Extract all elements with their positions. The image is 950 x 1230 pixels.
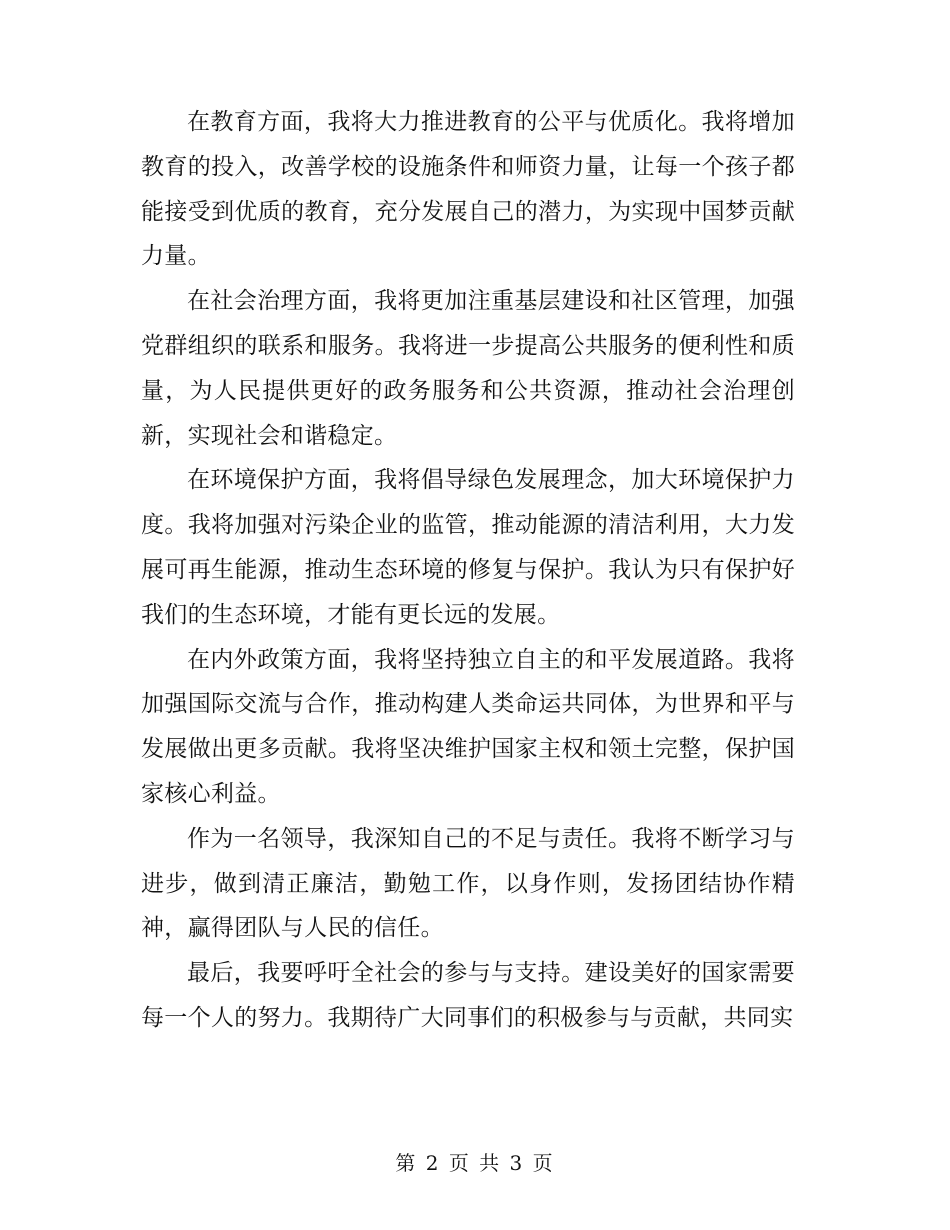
- document-body: [141, 100, 795, 1041]
- paragraph-education: 在教育方面，我将大力推进教育的公平与优质化。我将增加教育的投入，改善学校的设施条件和师资力量，让每一个孩子都能接受到优质的教育，充分发展自己的潜力，为实现中国梦贡献力量。: [141, 109, 795, 270]
- paragraph-environment: 在环境保护方面，我将倡导绿色发展理念，加大环境保护力度。我将加强对污染企业的监管，推动能源的清洁利用，大力发展可再生能源，推动生态环境的修复与保护。我认为只有保护好我们的生态环境，才能有更长远的发展。: [141, 467, 795, 628]
- paragraph-social-governance: 在社会治理方面，我将更加注重基层建设和社区管理，加强党群组织的联系和服务。我将进一步提高公共服务的便利性和质量，为人民提供更好的政务服务和公共资源，推动社会治理创新，实现社会和谐稳定。: [141, 288, 795, 449]
- page-number-footer: 第 2 页 共 3 页: [395, 1151, 555, 1175]
- paragraph-leadership: 作为一名领导，我深知自己的不足与责任。我将不断学习与进步，做到清正廉洁，勤勉工作，以身作则，发扬团结协作精神，赢得团队与人民的信任。: [141, 825, 795, 942]
- paragraph-closing: 最后，我要呼吁全社会的参与与支持。建设美好的国家需要每一个人的努力。我期待广大同事们的积极参与与贡献，共同实: [141, 960, 795, 1031]
- paragraph-policy: 在内外政策方面，我将坚持独立自主的和平发展道路。我将加强国际交流与合作，推动构建人类命运共同体，为世界和平与发展做出更多贡献。我将坚决维护国家主权和领土完整，保护国家核心利益。: [141, 646, 795, 807]
